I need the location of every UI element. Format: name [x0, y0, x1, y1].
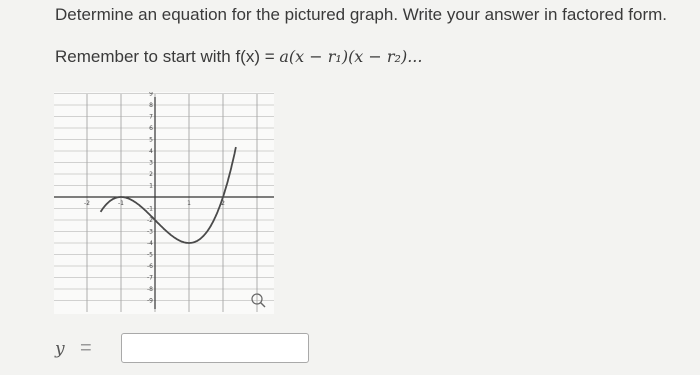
y-tick-label: -6 — [147, 263, 153, 270]
y-tick-label: -9 — [147, 297, 153, 305]
y-tick-label: -8 — [147, 286, 153, 293]
hint-formula: a(x − r₁)(x − r₂)... — [279, 47, 423, 66]
x-tick-label: 2 — [221, 200, 225, 207]
y-tick-label: -3 — [147, 228, 153, 236]
x-tick-label: -1 — [118, 200, 124, 207]
cubic-graph — [54, 92, 274, 314]
x-tick-label: 1 — [187, 200, 191, 207]
equals-sign: = — [80, 337, 92, 359]
hint-prefix: Remember to start with f(x) = — [55, 47, 280, 66]
y-tick-label: -5 — [147, 251, 153, 259]
hint-text — [55, 47, 422, 67]
x-tick-label: -2 — [84, 200, 90, 207]
y-tick-label: -4 — [147, 240, 153, 247]
y-tick-label: 1 — [149, 182, 153, 190]
y-tick-label: 8 — [149, 102, 153, 109]
answer-input[interactable] — [121, 333, 309, 363]
y-tick-label: -1 — [147, 205, 153, 213]
y-tick-label: 5 — [149, 136, 153, 144]
question-text: Determine an equation for the pictured graph. Write your answer in factored form. — [55, 5, 667, 24]
y-tick-label: 3 — [149, 159, 153, 167]
y-tick-label: -7 — [147, 274, 153, 282]
y-tick-label: 6 — [149, 125, 153, 132]
y-tick-label: 4 — [149, 148, 153, 155]
y-tick-label: -2 — [147, 217, 153, 224]
y-tick-label: 9 — [149, 92, 153, 98]
y-tick-label: 2 — [149, 171, 153, 178]
answer-variable: y — [55, 339, 65, 359]
y-tick-label: 7 — [149, 113, 153, 121]
graph-image[interactable] — [54, 92, 274, 314]
